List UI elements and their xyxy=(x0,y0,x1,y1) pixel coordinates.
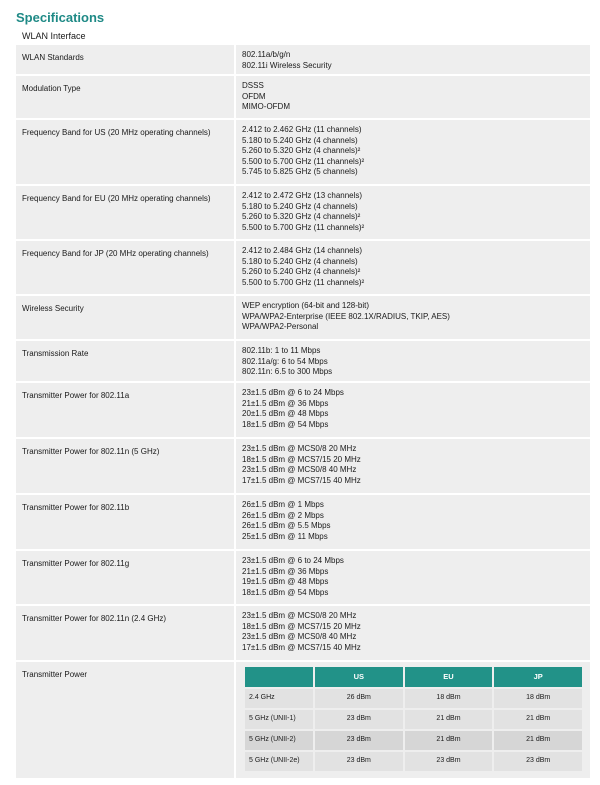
value-line: 802.11n: 6.5 to 300 Mbps xyxy=(242,367,333,376)
table-cell: 23 dBm xyxy=(494,752,582,771)
value-line: 5.180 to 5.240 GHz (4 channels) xyxy=(242,135,358,145)
spec-value xyxy=(234,186,590,239)
value-line: 5.500 to 5.700 GHz (11 channels)² xyxy=(242,156,365,166)
table-cell: 23 dBm xyxy=(405,752,493,771)
value-line: 19±1.5 dBm @ 48 Mbps xyxy=(242,577,329,586)
spec-row xyxy=(16,186,590,241)
value-line: 17±1.5 dBm @ MCS7/15 40 MHz xyxy=(242,642,361,652)
table-header-row xyxy=(245,667,582,687)
spec-value xyxy=(234,45,590,74)
spec-label: Transmitter Power xyxy=(22,670,88,679)
value-line: WEP encryption (64-bit and 128-bit) xyxy=(242,301,370,310)
value-line: 26±1.5 dBm @ 1 Mbps xyxy=(242,500,324,509)
spec-value xyxy=(234,120,590,184)
spec-row xyxy=(16,296,590,341)
value-line: 23±1.5 dBm @ 6 to 24 Mbps xyxy=(242,388,344,397)
table-row xyxy=(245,710,582,729)
spec-label: Modulation Type xyxy=(22,84,81,93)
spec-table xyxy=(16,45,590,780)
value-line: 5.180 to 5.240 GHz (4 channels) xyxy=(242,201,358,211)
value-line: 23±1.5 dBm @ 6 to 24 Mbps xyxy=(242,556,344,565)
spec-label: Transmitter Power for 802.11b xyxy=(22,503,130,512)
spec-value xyxy=(234,551,590,604)
table-header-cell: EU xyxy=(405,667,493,687)
value-line: 5.500 to 5.700 GHz (11 channels)² xyxy=(242,277,365,287)
spec-value xyxy=(234,241,590,294)
value-line: 2.412 to 2.462 GHz (11 channels) xyxy=(242,125,362,134)
spec-label: Transmitter Power for 802.11n (2.4 GHz) xyxy=(22,614,167,623)
spec-label: Frequency Band for EU (20 MHz operating channels) xyxy=(22,194,211,203)
value-line: 2.412 to 2.472 GHz (13 channels) xyxy=(242,191,363,200)
spec-label: Transmitter Power for 802.11a xyxy=(22,391,130,400)
spec-row xyxy=(16,241,590,296)
table-cell: 5 GHz (UNII-2) xyxy=(245,731,313,750)
value-line: 5.260 to 5.320 GHz (4 channels)² xyxy=(242,146,361,155)
transmitter-power-table xyxy=(243,665,584,773)
table-cell: 5 GHz (UNII-2e) xyxy=(245,752,313,771)
spec-label: Transmission Rate xyxy=(22,349,89,358)
table-cell: 21 dBm xyxy=(494,731,582,750)
value-line: 5.180 to 5.240 GHz (4 channels) xyxy=(242,256,358,266)
value-line: 5.500 to 5.700 GHz (11 channels)² xyxy=(242,222,365,232)
value-line: 2.412 to 2.484 GHz (14 channels) xyxy=(242,246,363,255)
page-title: Specifications xyxy=(16,10,105,25)
table-row xyxy=(245,752,582,771)
value-line: 21±1.5 dBm @ 36 Mbps xyxy=(242,566,329,576)
spec-row xyxy=(16,551,590,606)
spec-value xyxy=(234,341,590,381)
spec-value xyxy=(234,606,590,660)
spec-row xyxy=(16,45,590,76)
spec-row xyxy=(16,383,590,439)
spec-label: Frequency Band for US (20 MHz operating channels) xyxy=(22,128,211,137)
value-line: OFDM xyxy=(242,91,266,101)
section-title: WLAN Interface xyxy=(22,31,86,41)
table-cell: 21 dBm xyxy=(494,710,582,729)
spec-value xyxy=(234,495,590,549)
value-line: 18±1.5 dBm @ 54 Mbps xyxy=(242,419,329,429)
value-line: 5.260 to 5.240 GHz (4 channels)² xyxy=(242,267,361,276)
table-header-cell: US xyxy=(315,667,403,687)
spec-row xyxy=(16,76,590,120)
spec-label: WLAN Standards xyxy=(22,53,84,62)
table-row xyxy=(245,731,582,750)
value-line: MIMO-OFDM xyxy=(242,102,290,111)
value-line: 18±1.5 dBm @ MCS7/15 20 MHz xyxy=(242,454,361,464)
table-header-cell: JP xyxy=(494,667,582,687)
value-line: 23±1.5 dBm @ MCS0/8 40 MHz xyxy=(242,465,357,474)
value-line: 20±1.5 dBm @ 48 Mbps xyxy=(242,409,329,418)
value-line: 802.11b: 1 to 11 Mbps xyxy=(242,346,321,355)
table-cell: 23 dBm xyxy=(315,731,403,750)
spec-value xyxy=(234,662,590,778)
spec-row xyxy=(16,495,590,551)
spec-row xyxy=(16,439,590,495)
value-line: WPA/WPA2-Enterprise (IEEE 802.1X/RADIUS, TKIP, AES) xyxy=(242,311,450,321)
value-line: 18±1.5 dBm @ 54 Mbps xyxy=(242,587,329,597)
table-cell: 18 dBm xyxy=(405,689,493,708)
spec-value xyxy=(234,76,590,118)
value-line: 26±1.5 dBm @ 2 Mbps xyxy=(242,510,324,520)
value-line: 25±1.5 dBm @ 11 Mbps xyxy=(242,531,328,541)
spec-value xyxy=(234,439,590,493)
spec-value xyxy=(234,383,590,437)
value-line: 802.11a/b/g/n xyxy=(242,50,291,59)
table-cell: 21 dBm xyxy=(405,731,493,750)
table-cell: 18 dBm xyxy=(494,689,582,708)
spec-row xyxy=(16,120,590,186)
value-line: 23±1.5 dBm @ MCS0/8 20 MHz xyxy=(242,444,357,453)
value-line: 21±1.5 dBm @ 36 Mbps xyxy=(242,398,329,408)
spec-label: Transmitter Power for 802.11g xyxy=(22,559,130,568)
spec-row xyxy=(16,341,590,383)
value-line: 5.260 to 5.320 GHz (4 channels)² xyxy=(242,212,361,221)
table-row xyxy=(245,689,582,708)
table-cell: 2.4 GHz xyxy=(245,689,313,708)
value-line: 26±1.5 dBm @ 5.5 Mbps xyxy=(242,521,331,530)
spec-label: Frequency Band for JP (20 MHz operating channels) xyxy=(22,249,209,258)
spec-row xyxy=(16,662,590,780)
value-line: 18±1.5 dBm @ MCS7/15 20 MHz xyxy=(242,621,361,631)
spec-label: Wireless Security xyxy=(22,304,84,313)
value-line: 23±1.5 dBm @ MCS0/8 20 MHz xyxy=(242,611,357,620)
table-cell: 21 dBm xyxy=(405,710,493,729)
value-line: 802.11a/g: 6 to 54 Mbps xyxy=(242,356,328,366)
table-header-cell xyxy=(245,667,313,687)
table-cell: 23 dBm xyxy=(315,710,403,729)
table-cell: 5 GHz (UNII-1) xyxy=(245,710,313,729)
spec-value xyxy=(234,296,590,339)
table-cell: 23 dBm xyxy=(315,752,403,771)
spec-row xyxy=(16,606,590,662)
value-line: 17±1.5 dBm @ MCS7/15 40 MHz xyxy=(242,475,361,485)
value-line: 23±1.5 dBm @ MCS0/8 40 MHz xyxy=(242,632,357,641)
table-cell: 26 dBm xyxy=(315,689,403,708)
value-line: 5.745 to 5.825 GHz (5 channels) xyxy=(242,167,358,176)
spec-label: Transmitter Power for 802.11n (5 GHz) xyxy=(22,447,160,456)
value-line: 802.11i Wireless Security xyxy=(242,60,332,70)
value-line: WPA/WPA2-Personal xyxy=(242,322,319,331)
value-line: DSSS xyxy=(242,81,264,90)
